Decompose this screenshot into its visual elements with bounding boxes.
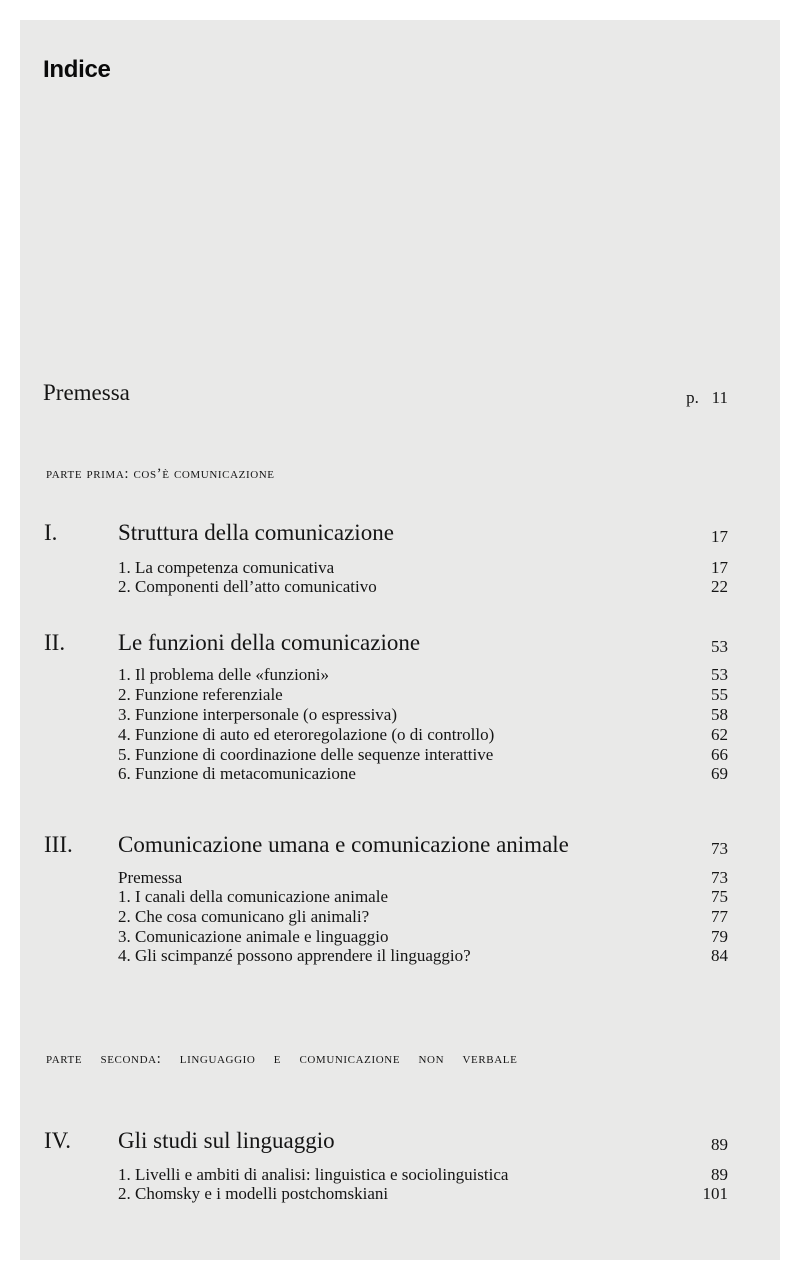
- section-page: 58: [711, 705, 728, 724]
- section-title: 3. Funzione interpersonale (o espressiva): [118, 705, 397, 724]
- chapter-page: 73: [711, 839, 728, 858]
- section-title: 4. Funzione di auto ed eteroregolazione (o di controllo): [118, 725, 495, 744]
- section-page: 55: [711, 685, 728, 704]
- chapter-page: 17: [711, 527, 728, 546]
- section-title: 2. Funzione referenziale: [118, 685, 283, 704]
- section-title: 2. Che cosa comunicano gli animali?: [118, 907, 370, 926]
- chapter-page: 53: [711, 637, 728, 656]
- book-page: [20, 20, 780, 1260]
- section-title: 2. Componenti dell’atto comunicativo: [118, 577, 377, 596]
- section-title: 2. Chomsky e i modelli postchomskiani: [118, 1184, 389, 1203]
- section-page: 69: [711, 764, 728, 783]
- chapter-number: I.: [44, 520, 58, 545]
- section-page: 79: [711, 927, 728, 946]
- chapter-page: 89: [711, 1135, 728, 1154]
- section-title: 1. Livelli e ambiti di analisi: linguistica e sociolinguistica: [118, 1165, 509, 1184]
- section-title: 1. La competenza comunicativa: [118, 558, 335, 577]
- section-page: 73: [711, 868, 728, 887]
- section-title: 6. Funzione di metacomunicazione: [118, 764, 356, 783]
- chapter-title: Struttura della comunicazione: [118, 520, 394, 545]
- section-title: 5. Funzione di coordinazione delle sequenze interattive: [118, 745, 494, 764]
- section-page: 53: [711, 665, 728, 684]
- section-page: 75: [711, 887, 728, 906]
- chapter-number: IV.: [44, 1128, 72, 1153]
- section-page: 84: [711, 946, 728, 965]
- part-heading-1: parte prima: cos’è comunicazione: [46, 466, 275, 482]
- premessa-entry-page: [686, 388, 728, 408]
- part-heading-2: parte seconda: linguaggio e comunicazione non verbale: [46, 1051, 518, 1067]
- page-prefix: p.: [686, 388, 699, 407]
- section-title: 1. I canali della comunicazione animale: [118, 887, 388, 906]
- section-title: Premessa: [118, 868, 183, 887]
- section-page: 89: [711, 1165, 728, 1184]
- section-page: 77: [711, 907, 728, 926]
- page-number: 11: [711, 388, 728, 407]
- section-title: 3. Comunicazione animale e linguaggio: [118, 927, 389, 946]
- premessa-entry-title: Premessa: [43, 380, 130, 405]
- page-title: Indice: [43, 56, 111, 83]
- section-page: 17: [711, 558, 728, 577]
- section-page: 62: [711, 725, 728, 744]
- section-title: 4. Gli scimpanzé possono apprendere il linguaggio?: [118, 946, 471, 965]
- section-page: 101: [702, 1184, 728, 1203]
- chapter-title: Comunicazione umana e comunicazione animale: [118, 832, 569, 857]
- chapter-number: III.: [44, 832, 73, 857]
- chapter-title: Le funzioni della comunicazione: [118, 630, 421, 655]
- chapter-title: Gli studi sul linguaggio: [118, 1128, 335, 1153]
- section-title: 1. Il problema delle «funzioni»: [118, 665, 330, 684]
- section-page: 66: [711, 745, 728, 764]
- section-page: 22: [711, 577, 728, 596]
- chapter-number: II.: [44, 630, 66, 655]
